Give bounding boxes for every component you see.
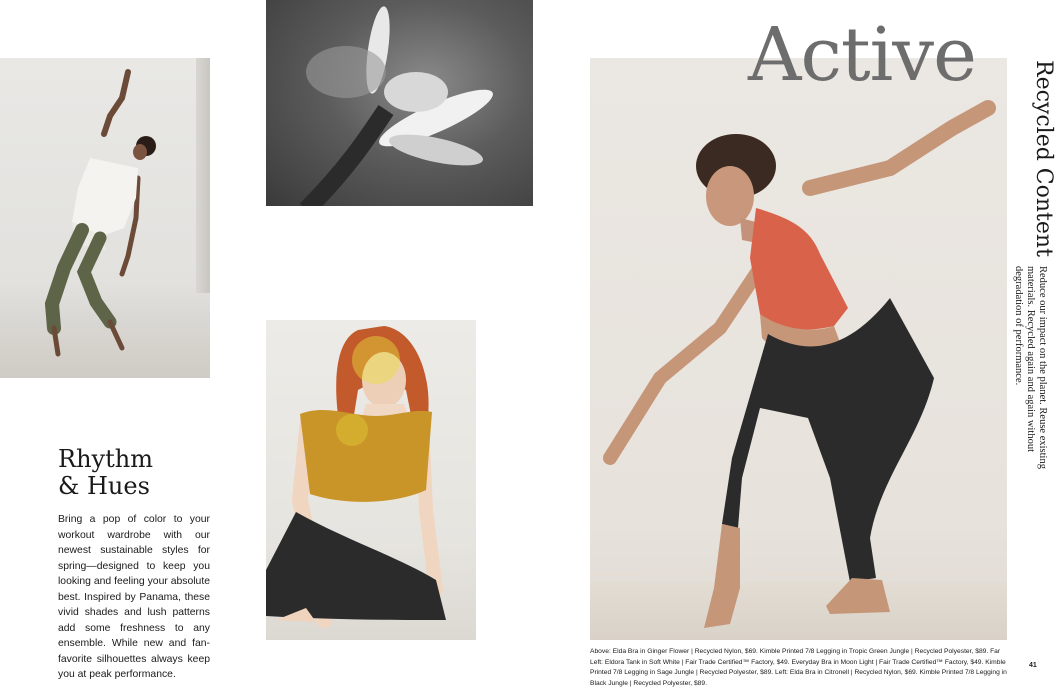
sidebar-title: Recycled Content: [1031, 60, 1056, 257]
dancer-figure-main: [590, 58, 1007, 640]
kneeling-figure: [266, 320, 476, 640]
headline-active: Active: [748, 12, 976, 98]
section-title-line2: & Hues: [58, 472, 150, 500]
flower-shape: [266, 0, 533, 206]
photo-flower-bw: [266, 0, 533, 206]
sidebar-text: Reduce our impact on the planet. Reuse existing materials. Recycled again and again without degradation of performance.: [1013, 266, 1048, 469]
section-title: [58, 446, 218, 500]
photo-dancer-white-tank: [0, 58, 210, 378]
photo-main-dancer: [590, 58, 1007, 640]
section-body: Bring a pop of color to your workout wardrobe with our newest sustainable styles for spring—designed to keep you looking and feeling your absolute best. Inspired by Panama, these vivid shades and lush patterns add some freshness to any ensemble. While new and fan-favorite silhouettes always keep you at peak performance.: [58, 514, 210, 680]
dancer-figure-left: [0, 58, 210, 378]
page-number: 41: [1029, 662, 1037, 669]
photo-kneeling-model: [266, 320, 476, 640]
section-title-line1: Rhythm: [58, 445, 153, 473]
product-caption: Above: Elda Bra in Ginger Flower | Recycled Nylon, $69. Kimble Printed 7/8 Legging in Tropic Green Jungle | Recycled Polyester, $89. Far Left: Eldora Tank in Soft White | Fair Trade Certified™ Factory, $49. Everyday Bra in Moon Light | Fair Trade Certified™ Factory, $49. Kimble Printed 7/8 Legging in Sage Jungle | Recycled Polyester, $89. Left: Elda Bra in Citronell | Recycled Nylon, $69. Kimble Printed 7/8 Legging in Black Jungle | Recycled Polyester, $89.: [590, 648, 1007, 687]
